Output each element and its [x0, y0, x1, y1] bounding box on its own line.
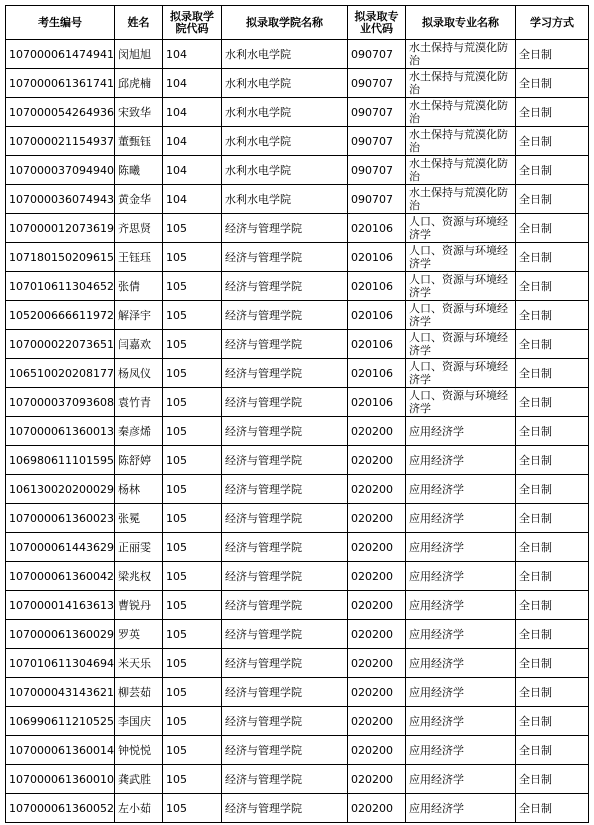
table-row [6, 40, 589, 69]
cell-major-code: 020200 [348, 446, 406, 475]
table-row [6, 504, 589, 533]
cell-major-name: 应用经济学 [406, 475, 516, 504]
cell-study-mode: 全日制 [516, 330, 589, 359]
cell-candidate-name: 邱虎楠 [115, 69, 163, 98]
table-header [6, 6, 589, 40]
cell-college-name: 经济与管理学院 [222, 417, 348, 446]
cell-study-mode: 全日制 [516, 359, 589, 388]
cell-major-code: 020200 [348, 649, 406, 678]
table-row [6, 591, 589, 620]
cell-college-code: 104 [163, 98, 222, 127]
cell-candidate-id: 107000014163613 [6, 591, 115, 620]
cell-major-code: 020106 [348, 359, 406, 388]
cell-major-code: 020106 [348, 243, 406, 272]
cell-candidate-id: 107000037093608 [6, 388, 115, 417]
cell-major-name: 人口、资源与环境经济学 [406, 243, 516, 272]
cell-major-code: 090707 [348, 98, 406, 127]
cell-candidate-name: 钟悦悦 [115, 736, 163, 765]
cell-college-code: 104 [163, 40, 222, 69]
header-college-code: 拟录取学院代码 [163, 6, 222, 40]
cell-major-code: 090707 [348, 185, 406, 214]
cell-college-code: 104 [163, 185, 222, 214]
cell-college-name: 经济与管理学院 [222, 330, 348, 359]
cell-candidate-name: 宋致华 [115, 98, 163, 127]
cell-major-code: 090707 [348, 40, 406, 69]
cell-major-code: 020200 [348, 707, 406, 736]
cell-candidate-name: 米天乐 [115, 649, 163, 678]
table-row [6, 156, 589, 185]
cell-college-name: 经济与管理学院 [222, 736, 348, 765]
table-row [6, 562, 589, 591]
cell-candidate-id: 107000054264936 [6, 98, 115, 127]
cell-study-mode: 全日制 [516, 765, 589, 794]
header-study-mode: 学习方式 [516, 6, 589, 40]
cell-study-mode: 全日制 [516, 417, 589, 446]
cell-college-name: 水利水电学院 [222, 98, 348, 127]
cell-college-code: 105 [163, 272, 222, 301]
table-row [6, 214, 589, 243]
cell-major-code: 020200 [348, 417, 406, 446]
table-row [6, 272, 589, 301]
cell-candidate-id: 107000037094940 [6, 156, 115, 185]
cell-candidate-id: 107000061474941 [6, 40, 115, 69]
cell-college-code: 105 [163, 359, 222, 388]
cell-study-mode: 全日制 [516, 649, 589, 678]
cell-candidate-name: 张倩 [115, 272, 163, 301]
cell-candidate-name: 正丽雯 [115, 533, 163, 562]
cell-major-name: 水土保持与荒漠化防治 [406, 185, 516, 214]
table-row [6, 330, 589, 359]
cell-candidate-id: 107000061360013 [6, 417, 115, 446]
cell-college-name: 经济与管理学院 [222, 359, 348, 388]
cell-candidate-name: 陈舒婷 [115, 446, 163, 475]
cell-college-code: 105 [163, 388, 222, 417]
cell-candidate-name: 龚武胜 [115, 765, 163, 794]
cell-candidate-name: 杨凤仪 [115, 359, 163, 388]
cell-college-code: 105 [163, 562, 222, 591]
cell-candidate-id: 107000061360014 [6, 736, 115, 765]
cell-major-name: 应用经济学 [406, 620, 516, 649]
admission-table [5, 5, 589, 823]
cell-college-code: 105 [163, 446, 222, 475]
cell-college-name: 经济与管理学院 [222, 765, 348, 794]
cell-major-code: 020200 [348, 620, 406, 649]
cell-major-code: 020106 [348, 330, 406, 359]
cell-college-code: 105 [163, 678, 222, 707]
cell-college-code: 105 [163, 533, 222, 562]
cell-college-code: 105 [163, 736, 222, 765]
cell-candidate-id: 106990611210525 [6, 707, 115, 736]
table-row [6, 765, 589, 794]
cell-college-code: 105 [163, 214, 222, 243]
cell-study-mode: 全日制 [516, 475, 589, 504]
cell-candidate-id: 106130020200029 [6, 475, 115, 504]
table-row [6, 620, 589, 649]
cell-candidate-id: 107000021154937 [6, 127, 115, 156]
cell-college-code: 105 [163, 330, 222, 359]
table-row [6, 359, 589, 388]
cell-candidate-id: 107180150209615 [6, 243, 115, 272]
cell-college-name: 经济与管理学院 [222, 214, 348, 243]
table-row [6, 794, 589, 823]
cell-major-name: 应用经济学 [406, 446, 516, 475]
cell-study-mode: 全日制 [516, 272, 589, 301]
cell-major-name: 应用经济学 [406, 417, 516, 446]
admission-list-sheet [5, 5, 589, 823]
cell-candidate-id: 107000061360052 [6, 794, 115, 823]
cell-college-code: 105 [163, 243, 222, 272]
cell-college-name: 经济与管理学院 [222, 707, 348, 736]
cell-college-name: 经济与管理学院 [222, 649, 348, 678]
cell-major-name: 应用经济学 [406, 736, 516, 765]
table-row [6, 127, 589, 156]
cell-major-name: 应用经济学 [406, 794, 516, 823]
cell-college-name: 水利水电学院 [222, 185, 348, 214]
cell-major-code: 020106 [348, 272, 406, 301]
cell-study-mode: 全日制 [516, 620, 589, 649]
cell-major-code: 020200 [348, 475, 406, 504]
cell-candidate-name: 左小茹 [115, 794, 163, 823]
table-row [6, 533, 589, 562]
cell-candidate-id: 107000022073651 [6, 330, 115, 359]
cell-major-code: 020106 [348, 388, 406, 417]
header-row [6, 6, 589, 40]
cell-college-code: 105 [163, 417, 222, 446]
cell-candidate-id: 107000043143621 [6, 678, 115, 707]
table-row [6, 98, 589, 127]
cell-college-name: 水利水电学院 [222, 127, 348, 156]
cell-college-code: 105 [163, 301, 222, 330]
cell-study-mode: 全日制 [516, 69, 589, 98]
cell-major-code: 020200 [348, 591, 406, 620]
cell-major-code: 090707 [348, 69, 406, 98]
cell-candidate-id: 107000061360023 [6, 504, 115, 533]
header-major-code: 拟录取专业代码 [348, 6, 406, 40]
cell-major-name: 应用经济学 [406, 562, 516, 591]
table-row [6, 678, 589, 707]
cell-college-code: 105 [163, 794, 222, 823]
cell-major-code: 020106 [348, 301, 406, 330]
table-row [6, 649, 589, 678]
cell-candidate-id: 105200666611972 [6, 301, 115, 330]
cell-study-mode: 全日制 [516, 388, 589, 417]
cell-major-code: 020200 [348, 533, 406, 562]
cell-college-code: 105 [163, 620, 222, 649]
cell-major-name: 水土保持与荒漠化防治 [406, 69, 516, 98]
cell-candidate-name: 黄金华 [115, 185, 163, 214]
cell-candidate-id: 107000061443629 [6, 533, 115, 562]
cell-major-code: 020200 [348, 794, 406, 823]
cell-candidate-name: 王钰珏 [115, 243, 163, 272]
cell-candidate-name: 李国庆 [115, 707, 163, 736]
table-row [6, 446, 589, 475]
cell-college-code: 105 [163, 504, 222, 533]
cell-study-mode: 全日制 [516, 185, 589, 214]
header-major-name: 拟录取专业名称 [406, 6, 516, 40]
cell-major-name: 应用经济学 [406, 649, 516, 678]
cell-major-code: 020200 [348, 562, 406, 591]
cell-college-code: 105 [163, 475, 222, 504]
cell-major-name: 应用经济学 [406, 591, 516, 620]
cell-candidate-id: 107010611304694 [6, 649, 115, 678]
cell-major-name: 应用经济学 [406, 504, 516, 533]
cell-study-mode: 全日制 [516, 794, 589, 823]
cell-college-code: 104 [163, 156, 222, 185]
header-name: 姓名 [115, 6, 163, 40]
cell-candidate-id: 106510020208177 [6, 359, 115, 388]
cell-major-name: 应用经济学 [406, 707, 516, 736]
table-row [6, 707, 589, 736]
table-body [6, 40, 589, 823]
cell-candidate-id: 107000061360029 [6, 620, 115, 649]
cell-candidate-name: 梁兆权 [115, 562, 163, 591]
cell-candidate-name: 闵旭旭 [115, 40, 163, 69]
cell-study-mode: 全日制 [516, 127, 589, 156]
cell-college-name: 经济与管理学院 [222, 620, 348, 649]
cell-college-code: 104 [163, 69, 222, 98]
cell-study-mode: 全日制 [516, 156, 589, 185]
cell-major-name: 水土保持与荒漠化防治 [406, 98, 516, 127]
cell-major-code: 090707 [348, 156, 406, 185]
header-college-name: 拟录取学院名称 [222, 6, 348, 40]
cell-major-name: 人口、资源与环境经济学 [406, 330, 516, 359]
cell-major-name: 人口、资源与环境经济学 [406, 214, 516, 243]
cell-major-name: 应用经济学 [406, 678, 516, 707]
cell-study-mode: 全日制 [516, 446, 589, 475]
cell-major-code: 020200 [348, 504, 406, 533]
cell-college-code: 104 [163, 127, 222, 156]
cell-major-name: 人口、资源与环境经济学 [406, 272, 516, 301]
cell-candidate-name: 杨林 [115, 475, 163, 504]
cell-college-code: 105 [163, 765, 222, 794]
cell-college-name: 经济与管理学院 [222, 533, 348, 562]
cell-college-code: 105 [163, 649, 222, 678]
cell-candidate-name: 秦彦烯 [115, 417, 163, 446]
cell-major-code: 020200 [348, 736, 406, 765]
cell-college-code: 105 [163, 707, 222, 736]
cell-study-mode: 全日制 [516, 591, 589, 620]
cell-college-name: 经济与管理学院 [222, 243, 348, 272]
cell-major-name: 应用经济学 [406, 533, 516, 562]
cell-college-name: 经济与管理学院 [222, 272, 348, 301]
table-row [6, 475, 589, 504]
cell-college-name: 经济与管理学院 [222, 678, 348, 707]
cell-candidate-name: 罗英 [115, 620, 163, 649]
cell-candidate-id: 107000012073619 [6, 214, 115, 243]
cell-candidate-name: 董甄钰 [115, 127, 163, 156]
cell-study-mode: 全日制 [516, 707, 589, 736]
cell-candidate-id: 107000061360042 [6, 562, 115, 591]
cell-college-name: 经济与管理学院 [222, 475, 348, 504]
cell-major-name: 水土保持与荒漠化防治 [406, 156, 516, 185]
header-candidate-id: 考生编号 [6, 6, 115, 40]
table-row [6, 69, 589, 98]
table-row [6, 185, 589, 214]
cell-candidate-name: 陈曦 [115, 156, 163, 185]
table-row [6, 417, 589, 446]
cell-study-mode: 全日制 [516, 243, 589, 272]
cell-candidate-name: 曹锐丹 [115, 591, 163, 620]
cell-study-mode: 全日制 [516, 214, 589, 243]
cell-candidate-name: 齐思贤 [115, 214, 163, 243]
cell-candidate-id: 107000036074943 [6, 185, 115, 214]
cell-college-name: 经济与管理学院 [222, 301, 348, 330]
cell-candidate-name: 闫嘉欢 [115, 330, 163, 359]
cell-college-name: 水利水电学院 [222, 69, 348, 98]
cell-major-name: 水土保持与荒漠化防治 [406, 127, 516, 156]
cell-candidate-name: 柳芸茹 [115, 678, 163, 707]
table-row [6, 388, 589, 417]
cell-major-name: 水土保持与荒漠化防治 [406, 40, 516, 69]
cell-candidate-name: 张冕 [115, 504, 163, 533]
cell-college-name: 经济与管理学院 [222, 794, 348, 823]
cell-major-name: 人口、资源与环境经济学 [406, 301, 516, 330]
cell-candidate-id: 107000061361741 [6, 69, 115, 98]
cell-college-name: 水利水电学院 [222, 40, 348, 69]
cell-candidate-name: 解泽宇 [115, 301, 163, 330]
cell-major-name: 人口、资源与环境经济学 [406, 388, 516, 417]
cell-candidate-name: 袁竹青 [115, 388, 163, 417]
cell-study-mode: 全日制 [516, 98, 589, 127]
cell-college-name: 经济与管理学院 [222, 446, 348, 475]
cell-study-mode: 全日制 [516, 736, 589, 765]
cell-study-mode: 全日制 [516, 301, 589, 330]
cell-candidate-id: 106980611101595 [6, 446, 115, 475]
cell-major-name: 人口、资源与环境经济学 [406, 359, 516, 388]
cell-major-code: 020106 [348, 214, 406, 243]
cell-major-code: 020200 [348, 678, 406, 707]
cell-candidate-id: 107000061360010 [6, 765, 115, 794]
cell-candidate-id: 107010611304652 [6, 272, 115, 301]
cell-study-mode: 全日制 [516, 678, 589, 707]
table-row [6, 301, 589, 330]
cell-college-name: 经济与管理学院 [222, 504, 348, 533]
cell-study-mode: 全日制 [516, 40, 589, 69]
cell-major-code: 090707 [348, 127, 406, 156]
table-row [6, 736, 589, 765]
cell-college-name: 经济与管理学院 [222, 562, 348, 591]
cell-major-code: 020200 [348, 765, 406, 794]
cell-study-mode: 全日制 [516, 562, 589, 591]
cell-major-name: 应用经济学 [406, 765, 516, 794]
cell-college-code: 105 [163, 591, 222, 620]
cell-college-name: 经济与管理学院 [222, 388, 348, 417]
cell-study-mode: 全日制 [516, 504, 589, 533]
cell-study-mode: 全日制 [516, 533, 589, 562]
cell-college-name: 经济与管理学院 [222, 591, 348, 620]
cell-college-name: 水利水电学院 [222, 156, 348, 185]
table-row [6, 243, 589, 272]
